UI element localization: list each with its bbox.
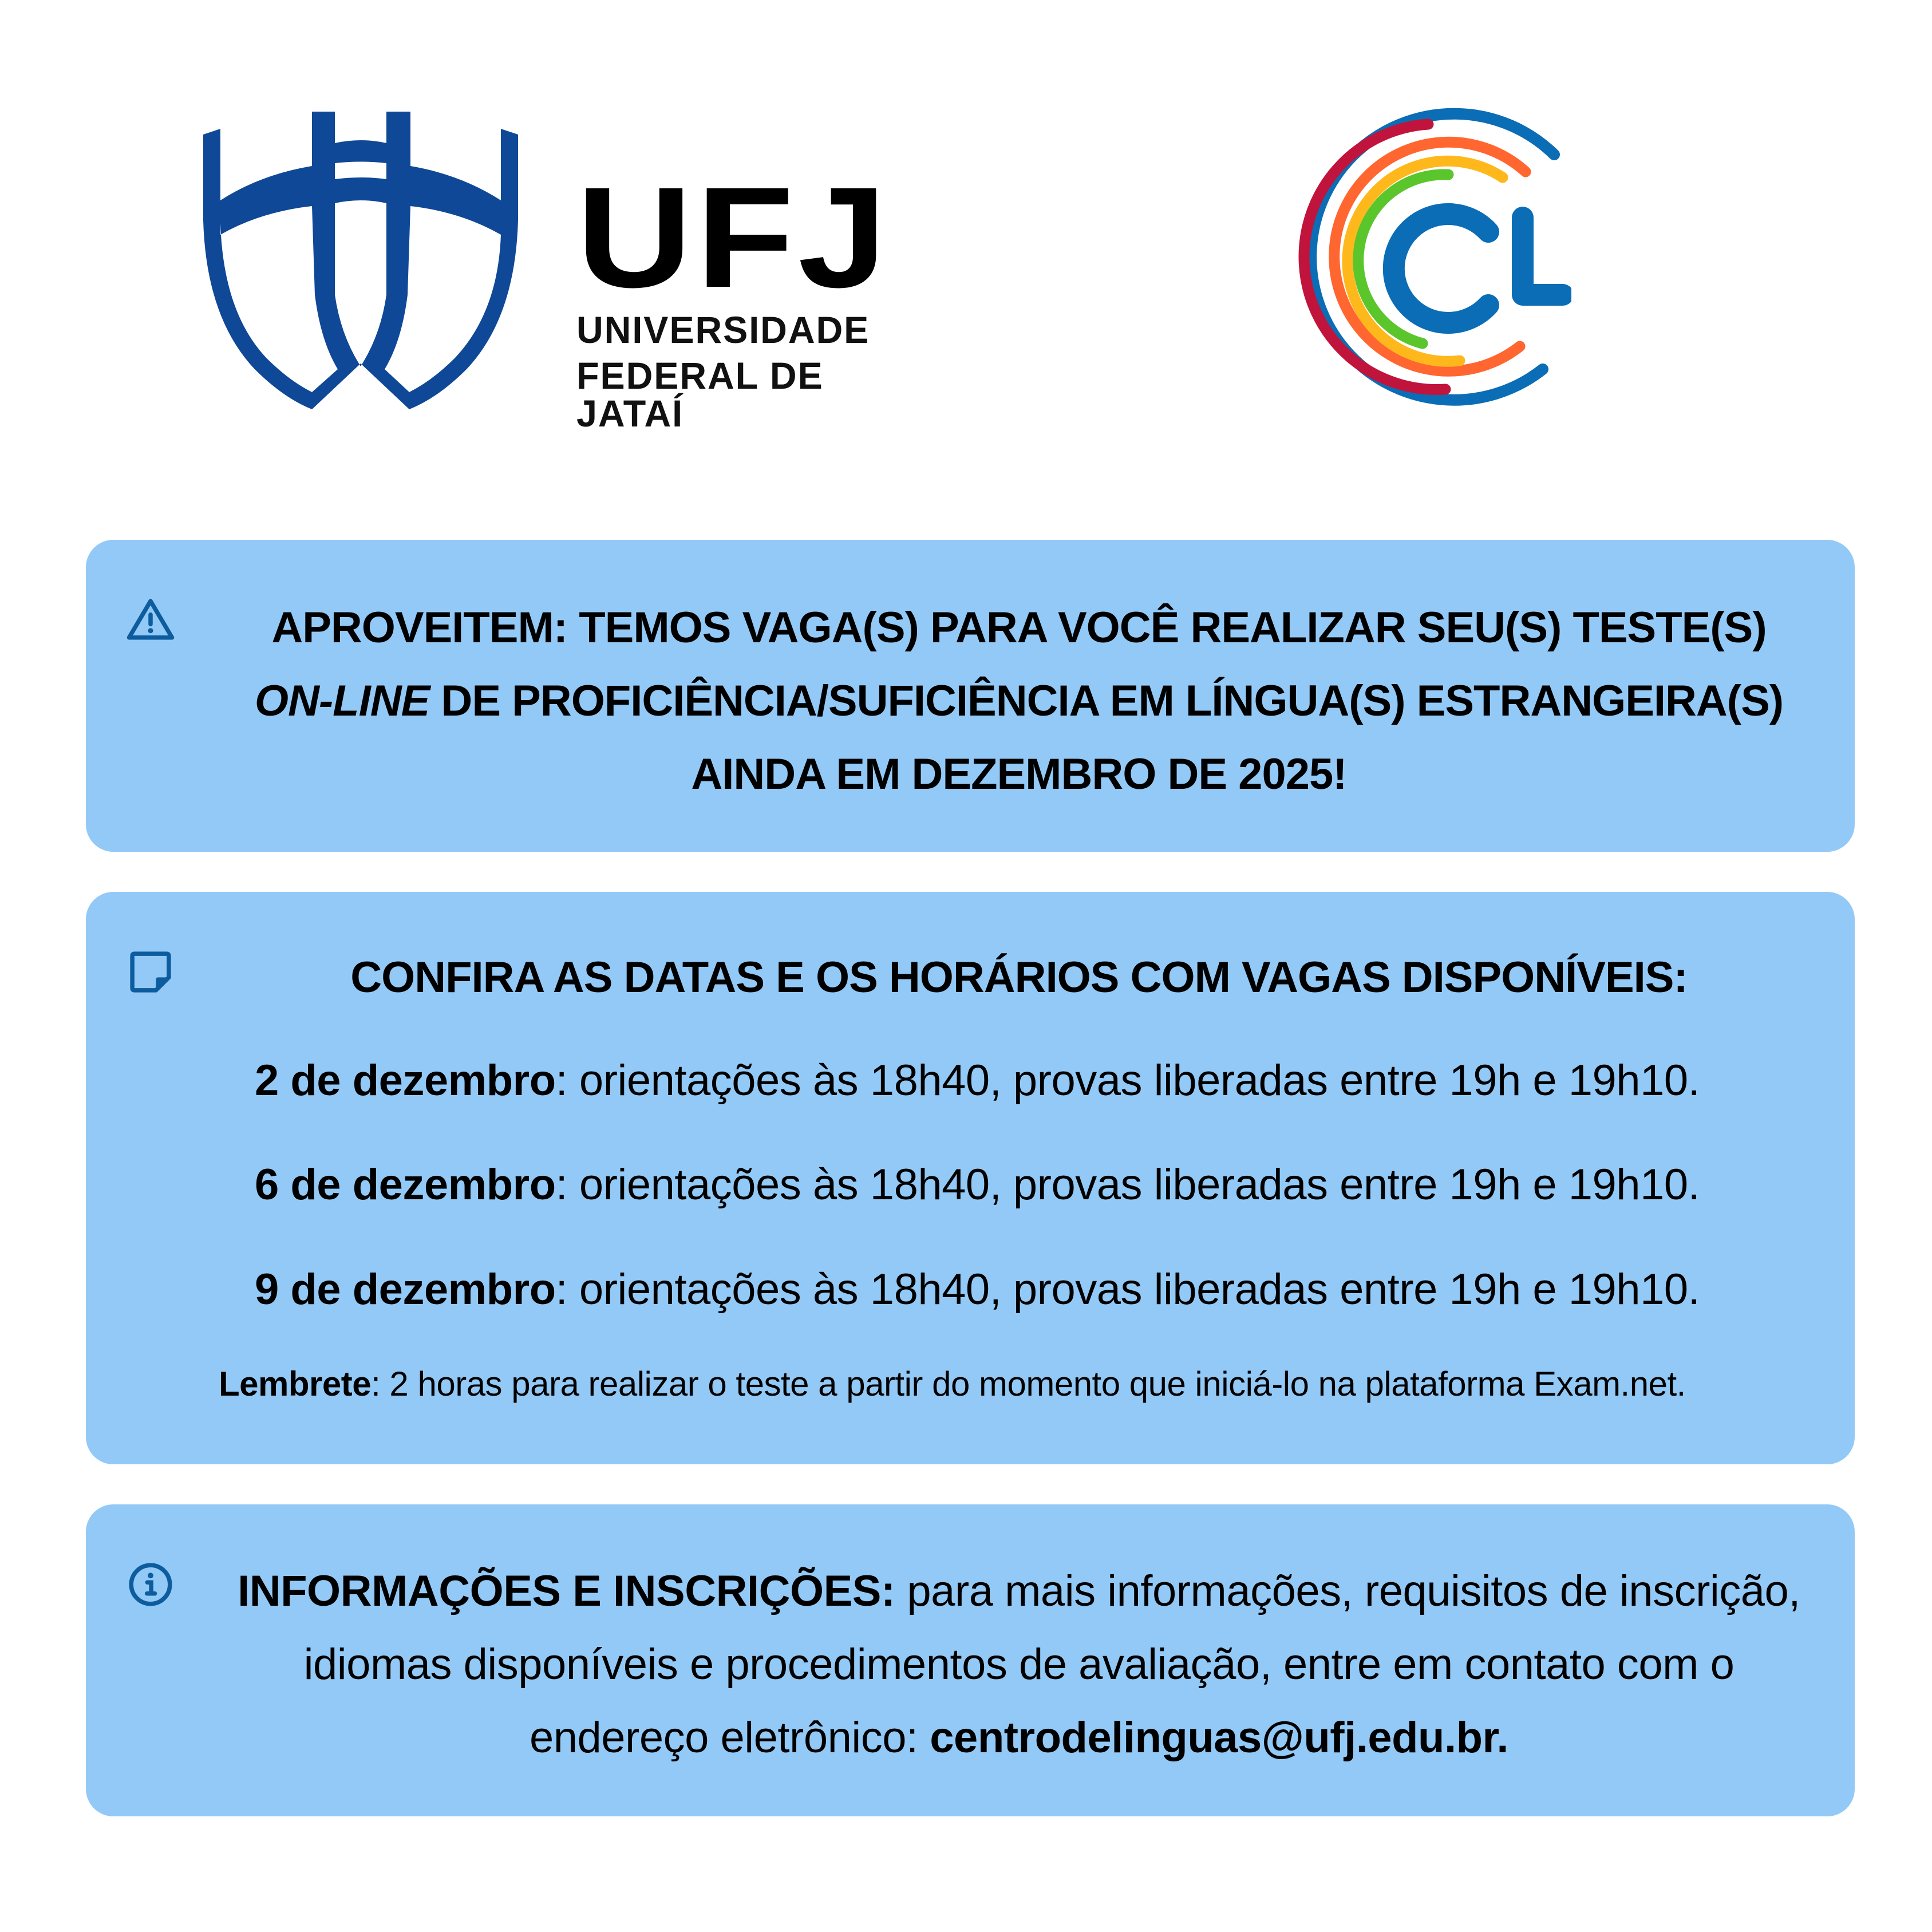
ufj-acronym: UFJ xyxy=(576,157,891,317)
contact-email-link[interactable]: centrodelinguas@ufj.edu.br. xyxy=(930,1713,1508,1762)
info-label: INFORMAÇÕES E INSCRIÇÕES: xyxy=(238,1567,895,1615)
promo-line-1: APROVEITEM: TEMOS VAGA(S) PARA VOCÊ REALIZAR SEU(S) TESTE(S) xyxy=(271,603,1767,652)
cl-rings-icon xyxy=(1274,94,1571,421)
promo-banner xyxy=(86,540,1855,852)
promo-headline xyxy=(218,591,1820,811)
promo-line-3: AINDA EM DEZEMBRO DE 2025! xyxy=(691,750,1347,799)
promo-line-2: ON-LINE DE PROFICIÊNCIA/SUFICIÊNCIA EM LÍNGUA(S) ESTRANGEIRA(S) xyxy=(254,677,1784,725)
info-paragraph: INFORMAÇÕES E INSCRIÇÕES: para mais informações, requisitos de inscrição, idiomas disponíveis e procedimentos de avaliação, entre em contato com o endereço eletrônico: centrodelinguas@ufj.edu.br. xyxy=(238,1567,1800,1762)
ufj-name-line2: FEDERAL DE JATAÍ xyxy=(576,354,824,434)
info-panel xyxy=(86,1504,1855,1816)
ufj-logo xyxy=(197,112,891,434)
date-row: 6 de dezembro: orientações às 18h40, provas liberadas entre 19h e 19h10. xyxy=(255,1160,1700,1209)
online-italic: ON-LINE xyxy=(254,677,430,725)
ufj-emblem-icon xyxy=(197,112,524,409)
warning-triangle-icon xyxy=(125,594,176,646)
date-row: 9 de dezembro: orientações às 18h40, provas liberadas entre 19h e 19h10. xyxy=(255,1265,1700,1314)
info-circle-icon xyxy=(125,1559,176,1610)
ufj-name-line1: UNIVERSIDADE xyxy=(576,309,870,351)
reminder-note: Lembrete: 2 horas para realizar o teste a partir do momento que iniciá-lo na plataforma Exam.net. xyxy=(219,1365,1686,1403)
date-row: 2 de dezembro: orientações às 18h40, provas liberadas entre 19h e 19h10. xyxy=(255,1056,1700,1105)
dates-title: CONFIRA AS DATAS E OS HORÁRIOS COM VAGAS DISPONÍVEIS: xyxy=(350,953,1688,1002)
centro-de-linguas-logo xyxy=(1274,94,1571,421)
sticky-note-icon xyxy=(125,946,176,998)
dates-panel xyxy=(86,892,1855,1464)
